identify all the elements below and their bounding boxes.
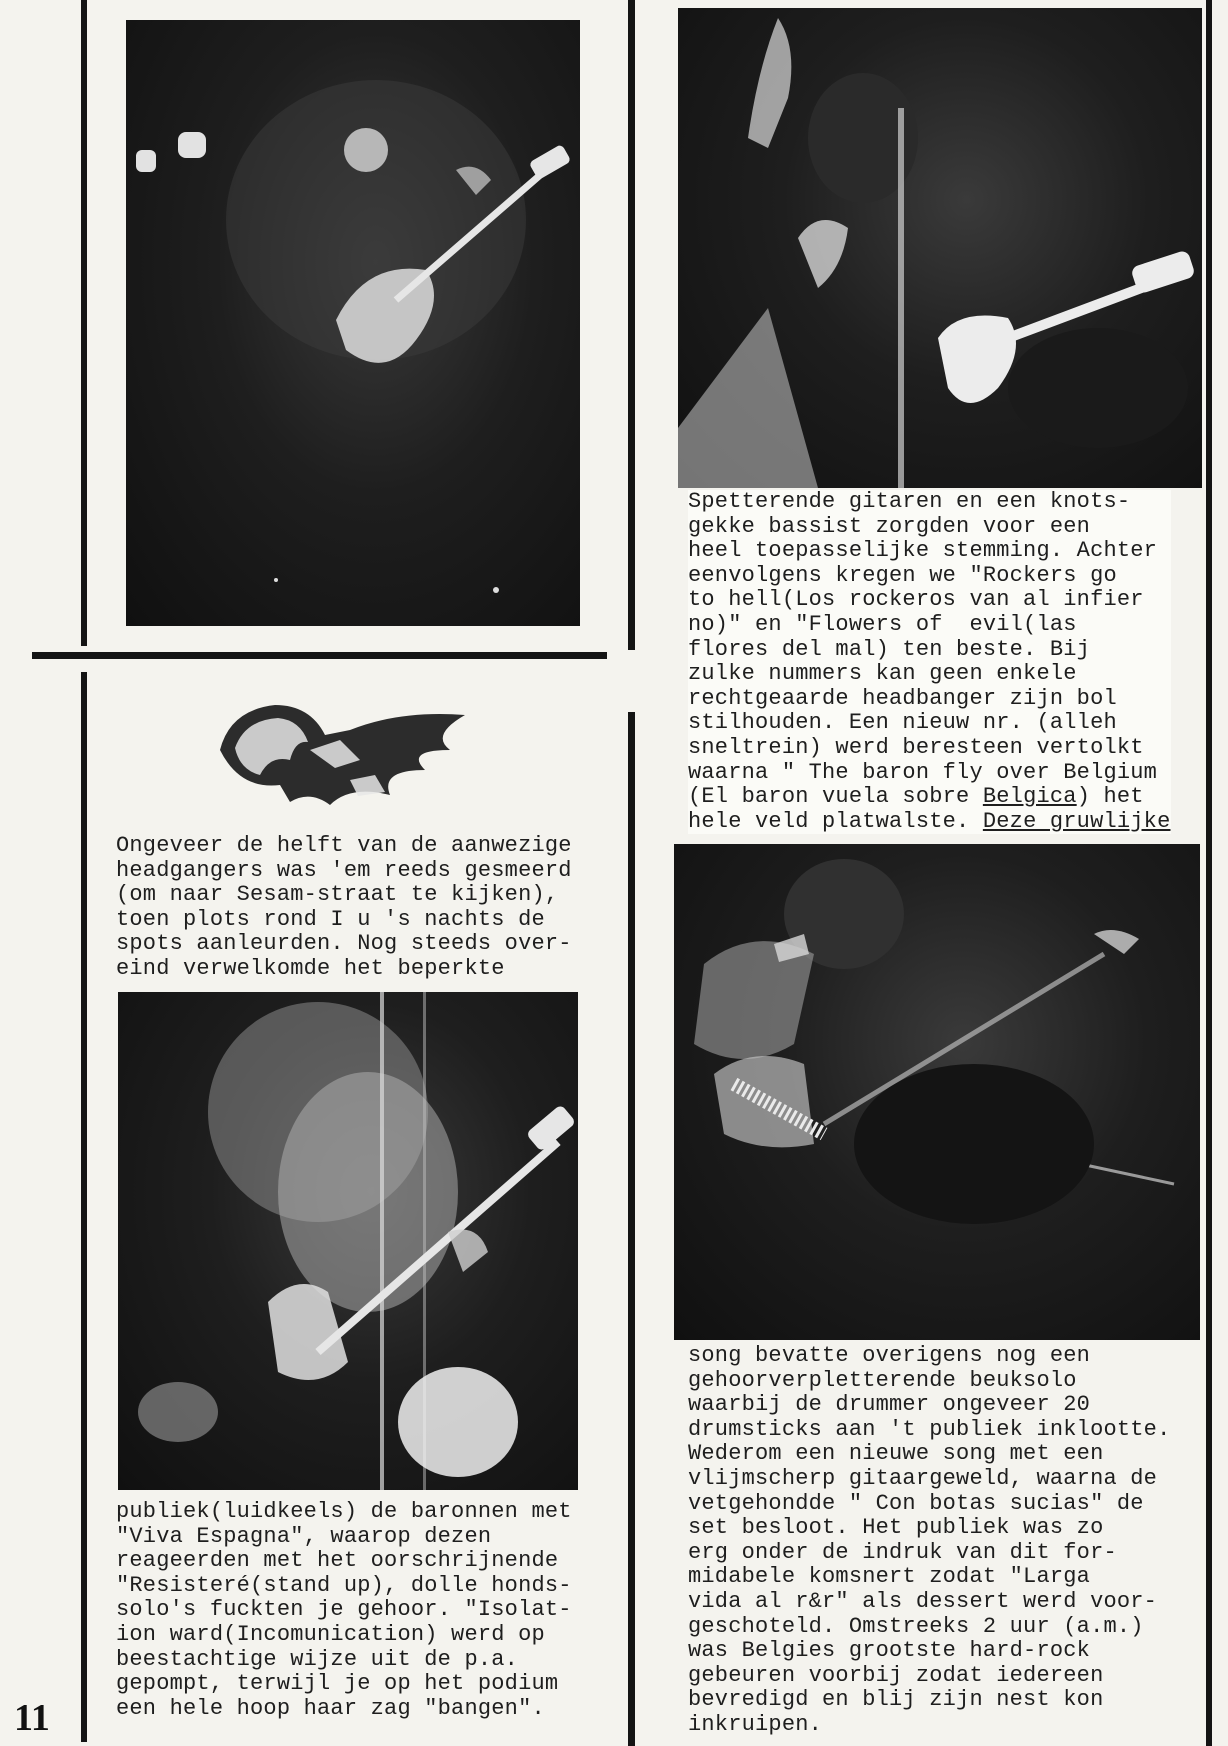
underlined-word-belgica: Belgica — [982, 784, 1077, 810]
article-line: headgangers was 'em reeds gesmeerd — [116, 857, 572, 883]
article-line: (om naar Sesam-straat te kijken), — [116, 882, 559, 908]
rule-left-top — [81, 0, 87, 646]
article-fragment: (El baron vuela sobre — [688, 784, 983, 810]
article-line: set besloot. Het publiek was zo — [688, 1515, 1104, 1541]
article-line: toen plots rond I u 's nachts de — [116, 906, 545, 932]
article-line: midabele komsnert zodat "Larga — [688, 1564, 1091, 1590]
article-line: geschoteld. Omstreeks 2 uur (a.m.) — [688, 1613, 1144, 1639]
article-line: eind verwelkomde het beperkte — [116, 955, 505, 981]
article-line: bevredigd en blij zijn nest kon — [688, 1687, 1104, 1713]
rule-center-bottom — [628, 712, 635, 1746]
article-line — [688, 784, 1144, 809]
photo-guitarist-bottom-right — [674, 844, 1200, 1340]
article-line: ion ward(Incomunication) werd op — [116, 1621, 545, 1647]
article-line: solo's fuckten je gehoor. "Isolat- — [116, 1597, 572, 1623]
article-line: een hele hoop haar zag "bangen". — [116, 1695, 545, 1721]
article-line: Ongeveer de helft van de aanwezige — [116, 833, 572, 858]
article-line: gepompt, terwijl je op het podium — [116, 1671, 559, 1697]
article-line: Wederom een nieuwe song met een — [688, 1441, 1104, 1467]
rule-center-top — [628, 0, 635, 650]
article-line: eenvolgens kregen we "Rockers go — [688, 562, 1117, 588]
article-line: publiek(luidkeels) de baronnen met — [116, 1499, 572, 1524]
article-line: "Resisteré(stand up), dolle honds- — [116, 1572, 572, 1598]
article-line: heel toepasselijke stemming. Achter — [688, 538, 1158, 564]
article-line: "Viva Espagna", waarop dezen — [116, 1523, 492, 1549]
article-line: inkruipen. — [688, 1711, 823, 1737]
article-line: gekke bassist zorgden voor een — [688, 513, 1091, 539]
article-line: beestachtige wijze uit de p.a. — [116, 1646, 519, 1672]
article-line: reageerden met het oorschrijnende — [116, 1548, 559, 1574]
article-fragment: hele veld platwalste. — [688, 808, 983, 834]
article-right-bottom — [688, 1344, 1170, 1738]
article-line: zulke nummers kan geen enkele — [688, 661, 1077, 687]
photo-singer-guitarist-top-right — [678, 8, 1202, 488]
article-line: waarna " The baron fly over Belgium — [688, 759, 1158, 785]
article-line: Spetterende gitaren en een knots- — [688, 489, 1131, 514]
article-line: flores del mal) ten beste. Bij — [688, 636, 1091, 662]
article-left-bottom — [116, 1500, 572, 1721]
article-line: song bevatte overigens nog een — [688, 1343, 1091, 1368]
article-line — [688, 809, 1171, 834]
article-fragment: ) het — [1076, 784, 1144, 810]
rule-left-bottom — [81, 672, 87, 1742]
article-line: vida al r&r" als dessert werd voor- — [688, 1588, 1158, 1614]
article-line: sneltrein) werd beresteen vertolkt — [688, 734, 1144, 760]
article-line: vetgehondde " Con botas sucias" de — [688, 1490, 1144, 1516]
rule-right — [1206, 0, 1212, 1746]
photo-guitarist-top-left — [126, 20, 580, 626]
article-line: rechtgeaarde headbanger zijn bol — [688, 685, 1117, 711]
article-intro — [116, 834, 572, 982]
article-line: drumsticks aan 't publiek inklootte. — [688, 1416, 1171, 1442]
article-line: no)" en "Flowers of evil(las — [688, 611, 1077, 637]
rule-horizontal-mid — [32, 652, 607, 659]
page-number: 11 — [14, 1697, 50, 1739]
article-line: vlijmscherp gitaargeweld, waarna de — [688, 1465, 1158, 1491]
article-line: erg onder de indruk van dit for- — [688, 1539, 1117, 1565]
article-line: gehoorverpletterende beuksolo — [688, 1367, 1077, 1393]
baron-rojo-logo — [200, 690, 470, 820]
article-line: spots aanleurden. Nog steeds over- — [116, 931, 572, 957]
article-line: stilhouden. Een nieuw nr. (alleh — [688, 710, 1117, 736]
photo-bassist-long-hair — [118, 992, 578, 1490]
article-right-top — [688, 490, 1171, 834]
article-line: waarbij de drummer ongeveer 20 — [688, 1392, 1091, 1418]
underlined-phrase: Deze gruwlijke — [982, 808, 1171, 834]
article-line: to hell(Los rockeros van al infier — [688, 587, 1144, 613]
article-line: gebeuren voorbij zodat iedereen — [688, 1662, 1104, 1688]
article-line: was Belgies grootste hard-rock — [688, 1638, 1091, 1664]
